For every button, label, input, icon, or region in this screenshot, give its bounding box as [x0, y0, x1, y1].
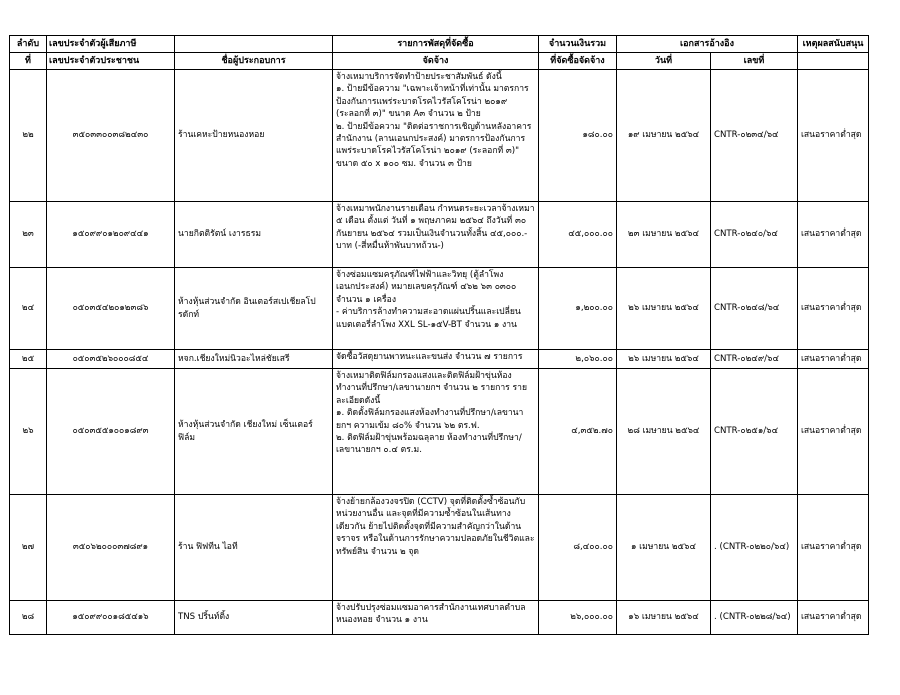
row-description: จ้างเหมาติดฟิล์มกรองแสงและติดฟิล์มฝ้าขุ่นห้องทำงานที่ปรึกษา/เลขานายกฯ จำนวน ๒ รายการ รายละเอียดดังนี้ ๑. ติดตั้งฟิล์มกรองแสงห้องทำงานที่ปรึกษา/เลขานายกฯ ความเข้ม ๘๐% จำนวน ๖๒ ตร.ฟ. ๒. ติดฟิล์มฝ้าขุ่นพร้อมฉลุลาย ห้องทำงานที่ปรึกษา/เลขานายกฯ ๐.๔ ตร.ม.: [333, 369, 539, 495]
row-date: ๑ เมษายน ๒๕๖๔: [617, 495, 711, 601]
header-no: ลำดับ: [10, 36, 47, 53]
row-tax-id: ๑๕๐๙๙๐๑๒๐๙๔๔๑: [47, 202, 175, 268]
row-doc-no: CNTR-๐๒๔๙/๖๔: [711, 350, 798, 369]
row-doc-no: . (CNTR-๐๒๒๐/๖๔): [711, 495, 798, 601]
row-amount: ๔,๓๕๒.๗๐: [539, 369, 617, 495]
table-row: [10, 70, 869, 202]
row-no: ๒๒: [10, 70, 47, 202]
header-no-2: ที่: [10, 53, 47, 70]
header-doc-no: เลขที่: [711, 53, 798, 70]
row-description: จ้างซ่อมแซมครุภัณฑ์ไฟฟ้าและวิทยุ (ตู้ลำโพงเอนกประสงค์) หมายเลขครุภัณฑ์ ๔๖๒ ๖๓ ๐๓๐๐ จำนวน ๑ เครื่อง - ค่าบริการล้างทำความสะอาดแผ่นปริ้นและเปลี่ยนแบตเตอรี่ลำโพง XXL SL-๑๕V-BT จำนวน ๑ งาน: [333, 268, 539, 350]
row-doc-no: CNTR-๐๒๔๐/๖๔: [711, 202, 798, 268]
row-amount: ๑,๒๐๐.๐๐: [539, 268, 617, 350]
row-tax-id: ๐๕๐๓๕๕๑๐๐๑๘๙๓: [47, 369, 175, 495]
row-tax-id: ๓๕๐๖๒๐๐๐๓๗๘๙๑: [47, 495, 175, 601]
row-doc-no: CNTR-๐๒๓๔/๖๔: [711, 70, 798, 202]
row-doc-no: CNTR-๐๒๕๑/๖๔: [711, 369, 798, 495]
row-reason: เสนอราคาต่ำสุด: [798, 202, 869, 268]
row-no: ๒๓: [10, 202, 47, 268]
table-row: [10, 369, 869, 495]
row-amount: ๒๖,๐๐๐.๐๐: [539, 601, 617, 635]
header-row-2: [10, 53, 869, 70]
row-amount: ๔๕,๐๐๐.๐๐: [539, 202, 617, 268]
row-reason: เสนอราคาต่ำสุด: [798, 350, 869, 369]
row-vendor: หจก.เชียงใหม่นิวอะไหล่ชัยเสรี: [175, 350, 333, 369]
row-reason: เสนอราคาต่ำสุด: [798, 70, 869, 202]
row-vendor: ห้างหุ้นส่วนจำกัด อินเตอร์สเปเชียลโปรดักท์: [175, 268, 333, 350]
row-tax-id: ๓๕๐๓๓๐๐๓๘๒๔๓๐: [47, 70, 175, 202]
row-amount: ๘,๔๐๐.๐๐: [539, 495, 617, 601]
row-no: ๒๗: [10, 495, 47, 601]
row-description: จ้างย้ายกล้องวงจรปิด (CCTV) จุดที่ติดตั้งซ้ำซ้อนกับหน่วยงานอื่น และจุดที่มีความซ้ำซ้อนในเส้นทางเดียวกัน ย้ายไปติดตั้งจุดที่มีความสำคัญกว่าในด้านจราจร หรือในด้านการรักษาความปลอดภัยในชีวิตและทรัพย์สิน จำนวน ๒ จุด: [333, 495, 539, 601]
table-row: [10, 601, 869, 635]
header-date: วันที่: [617, 53, 711, 70]
header-amount: จำนวนเงินรวม: [539, 36, 617, 53]
header-vendor-top: [175, 36, 333, 53]
header-amount-2: ที่จัดซื้อจัดจ้าง: [539, 53, 617, 70]
header-tax-id: เลขประจำตัวผู้เสียภาษี: [47, 36, 175, 53]
table-row: [10, 202, 869, 268]
table-row: [10, 268, 869, 350]
row-reason: เสนอราคาต่ำสุด: [798, 495, 869, 601]
row-vendor: ร้าน ฟิฟทีน ไอที: [175, 495, 333, 601]
row-date: ๑๙ เมษายน ๒๕๖๔: [617, 70, 711, 202]
row-doc-no: . (CNTR-๐๒๒๘/๖๔): [711, 601, 798, 635]
header-vendor: ชื่อผู้ประกอบการ: [175, 53, 333, 70]
row-reason: เสนอราคาต่ำสุด: [798, 369, 869, 495]
row-tax-id: ๐๕๐๓๕๒๖๐๐๐๘๕๔: [47, 350, 175, 369]
row-doc-no: CNTR-๐๒๔๘/๖๔: [711, 268, 798, 350]
row-no: ๒๘: [10, 601, 47, 635]
row-no: ๒๖: [10, 369, 47, 495]
table-row: [10, 350, 869, 369]
row-vendor: นายกิตติรัตน์ เงารธรม: [175, 202, 333, 268]
row-reason: เสนอราคาต่ำสุด: [798, 268, 869, 350]
row-no: ๒๔: [10, 268, 47, 350]
header-item: รายการพัสดุที่จัดซื้อ: [333, 36, 539, 53]
row-tax-id: ๑๕๐๙๙๐๐๑๘๕๔๑๖: [47, 601, 175, 635]
row-reason: เสนอราคาต่ำสุด: [798, 601, 869, 635]
row-amount: ๑๘๐.๐๐: [539, 70, 617, 202]
header-reason-2: [798, 53, 869, 70]
row-tax-id: ๐๕๐๓๕๔๒๐๑๒๓๘๖: [47, 268, 175, 350]
header-reference: เอกสารอ้างอิง: [617, 36, 798, 53]
row-date: ๒๓ เมษายน ๒๕๖๔: [617, 202, 711, 268]
row-vendor: ร้านเคหะป้ายหนองหอย: [175, 70, 333, 202]
table-row: [10, 495, 869, 601]
row-date: ๒๘ เมษายน ๒๕๖๔: [617, 369, 711, 495]
row-amount: ๒,๐๖๐.๐๐: [539, 350, 617, 369]
header-item-2: จัดจ้าง: [333, 53, 539, 70]
row-description: จัดซื้อวัสดุยานพาหนะและขนส่ง จำนวน ๗ รายการ: [333, 350, 539, 369]
row-description: จ้างเหมาพนักงานรายเดือน กำหนดระยะเวลาจ้างเหมา ๕ เดือน ตั้งแต่ วันที่ ๑ พฤษภาคม ๒๕๖๔ ถึงวันที่ ๓๐ กันยายน ๒๕๖๔ รวมเป็นเงินจำนวนทั้งสิ้น ๔๕,๐๐๐.-บาท (-สี่หมื่นห้าพันบาทถ้วน-): [333, 202, 539, 268]
row-description: จ้างปรับปรุงซ่อมแซมอาคารสำนักงานเทศบาลตำบลหนองหอย จำนวน ๑ งาน: [333, 601, 539, 635]
row-date: ๑๖ เมษายน ๒๕๖๔: [617, 601, 711, 635]
header-citizen-id: เลขประจำตัวประชาชน: [47, 53, 175, 70]
header-row-1: [10, 36, 869, 53]
row-description: จ้างเหมาบริการจัดทำป้ายประชาสัมพันธ์ ดังนี้ ๑. ป้ายมีข้อความ "เฉพาะเจ้าหน้าที่เท่านั้น มาตรการป้องกันการแพร่ระบาดโรคไวรัสโคโรน่า ๒๐๑๙ (ระลอกที่ ๓)" ขนาด A๓ จำนวน ๒ ป้าย ๒. ป้ายมีข้อความ "ติดต่อราชการเชิญด้านหลังอาคารสำนักงาน (ลานเอนกประสงค์) มาตรการป้องกันการแพร่ระบาดโรคไวรัสโคโรน่า ๒๐๑๙ (ระลอกที่ ๓)" ขนาด ๕๐ x ๑๐๐ ซม. จำนวน ๓ ป้าย: [333, 70, 539, 202]
row-date: ๒๖ เมษายน ๒๕๖๔: [617, 350, 711, 369]
row-no: ๒๕: [10, 350, 47, 369]
row-vendor: ห้างหุ้นส่วนจำกัด เชียงใหม่ เซ็นเตอร์ ฟิล์ม: [175, 369, 333, 495]
header-reason: เหตุผลสนับสนุน: [798, 36, 869, 53]
procurement-table: [9, 35, 869, 635]
row-vendor: TNS ปริ้นท์ติ้ง: [175, 601, 333, 635]
row-date: ๒๖ เมษายน ๒๕๖๔: [617, 268, 711, 350]
